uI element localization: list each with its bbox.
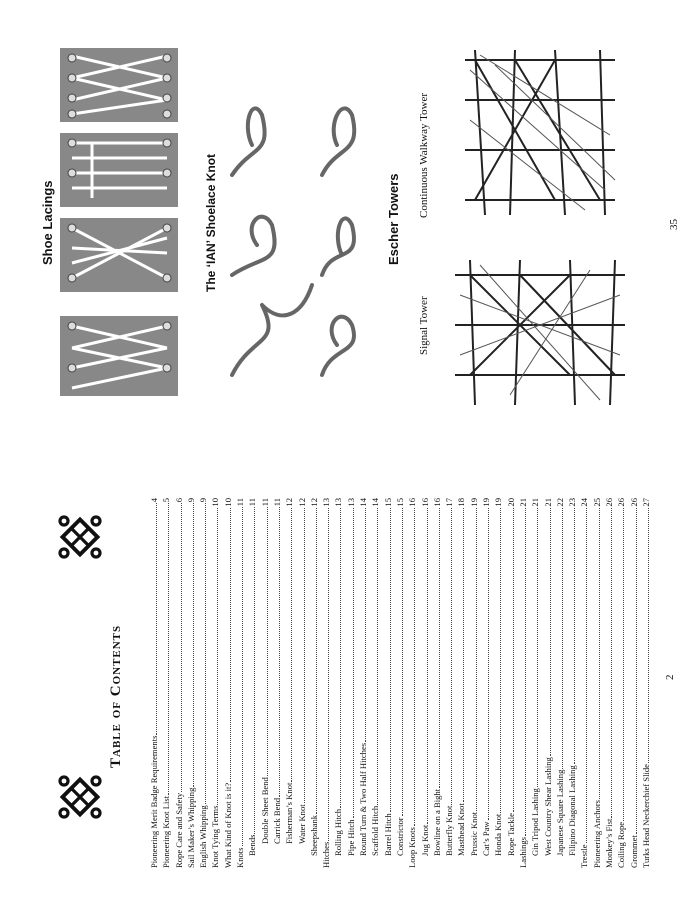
toc-entry [308, 498, 320, 868]
toc-leader-dots [205, 503, 206, 804]
toc-entry [529, 498, 541, 868]
toc-leader-dots [439, 508, 440, 788]
toc-entry [296, 498, 308, 868]
toc-entry-page: 25 [591, 498, 602, 507]
toc-entry-page: 10 [210, 498, 221, 507]
shoelace-knot-heading: The ‘IAN’ Shoelace Knot [204, 153, 218, 292]
toc-entry [578, 498, 590, 868]
toc-entry-label: West Country Shear Lashing [542, 757, 553, 856]
toc-entry [148, 498, 160, 868]
toc-leader-dots [586, 508, 587, 844]
toc-entry-label: Bowline on a Bight [431, 788, 442, 856]
toc-entry-page: 11 [271, 498, 282, 507]
toc-entry-label: Hitches [321, 841, 332, 868]
toc-entry-page: 13 [345, 498, 356, 507]
toc-leader-dots [279, 507, 280, 797]
toc-leader-dots [304, 508, 305, 804]
toc-entry [283, 498, 295, 868]
toc-entry [492, 498, 504, 868]
toc-entry [468, 498, 480, 868]
signal-tower-caption: Signal Tower [418, 296, 430, 355]
toc-entry [640, 498, 652, 868]
toc-entry-page: 11 [235, 498, 246, 507]
toc-leader-dots [599, 508, 600, 799]
toc-entry [246, 498, 258, 868]
toc-leader-dots [550, 508, 551, 757]
toc-entry-label: Cat’s Paw [481, 821, 492, 856]
toc-leader-dots [217, 508, 218, 805]
toc-entry-page: 14 [370, 498, 381, 507]
toc-entry-page: 9 [198, 498, 209, 503]
toc-entry-label: Turks Head Neckerchief Slide [640, 764, 651, 868]
toc-entry-label: Rope Care and Safety [173, 792, 184, 868]
toc-entry-label: What Kind of Knot is it? [222, 782, 233, 868]
toc-entry [222, 498, 234, 868]
toc-leader-dots [390, 508, 391, 813]
toc-leader-dots [463, 508, 464, 803]
toc-entry-page: 12 [284, 498, 295, 507]
toc-entry [443, 498, 455, 868]
toc-leader-dots [230, 508, 231, 782]
toc-entry-label: Coiling Rope [616, 821, 627, 868]
toc-entry [394, 498, 406, 868]
toc-leader-dots [340, 508, 341, 808]
toc-entry-page: 9 [185, 498, 196, 503]
toc-entry-page: 26 [603, 498, 614, 507]
toc-entry-page: 23 [567, 498, 578, 507]
walkway-tower-caption: Continuous Walkway Tower [418, 92, 430, 218]
toc-leader-dots [156, 503, 157, 734]
toc-entry-label: Sheepshank [308, 814, 319, 856]
toc-leader-dots [636, 508, 637, 834]
toc-entry [419, 498, 431, 868]
toc-entry [517, 498, 529, 868]
toc-leader-dots [291, 508, 292, 782]
toc-entry-label: Pioneering Anchors [591, 799, 602, 868]
toc-entry [505, 498, 517, 868]
toc-leader-dots [513, 508, 514, 812]
toc-entry [406, 498, 418, 868]
toc-entry [480, 498, 492, 868]
toc-entry [554, 498, 566, 868]
toc-entry-label: Water Knot [296, 804, 307, 844]
toc-leader-dots [500, 508, 501, 813]
toc-entry [345, 498, 357, 868]
toc-entry-page: 13 [333, 498, 344, 507]
toc-entry-page: 12 [296, 498, 307, 507]
toc-entry [382, 498, 394, 868]
toc-entry-page: 11 [247, 498, 258, 507]
toc-leader-dots [365, 508, 366, 742]
toc-entry-label: Pioneering Knot List [161, 795, 172, 868]
toc-entry-label: Knot Tying Terms [210, 805, 221, 868]
toc-entry [160, 498, 172, 868]
toc-leader-dots [537, 508, 538, 788]
toc-entry-page: 19 [493, 498, 504, 507]
left-page-number: 2 [664, 674, 676, 680]
toc-entry-page: 5 [161, 498, 172, 503]
toc-leader-dots [414, 508, 415, 827]
toc-entry-label: Masthead Knot [456, 803, 467, 856]
toc-leader-dots [267, 507, 268, 776]
toc-entry-page: 16 [407, 498, 418, 507]
toc-entry-page: 17 [444, 498, 455, 507]
toc-entry-page: 4 [149, 498, 159, 503]
shoe-lacings-illustration [42, 48, 192, 398]
toc-entry-label: Double Sheet Bend [259, 777, 270, 844]
toc-entry [542, 498, 554, 868]
toc-entry-label: Japanese Square Lashing [554, 769, 565, 856]
toc-entry [173, 498, 185, 868]
walkway-tower-illustration [455, 40, 625, 225]
toc-entry-page: 12 [308, 498, 319, 507]
right-page-number: 35 [668, 219, 680, 230]
toc-entry-label: Pipe Hitch [345, 819, 356, 856]
toc-entry [271, 498, 283, 868]
toc-leader-dots [451, 508, 452, 805]
toc-entry-label: Trestle [579, 844, 590, 868]
toc-entry-label: Scaffold Hitch [370, 805, 381, 856]
toc-leader-dots [427, 508, 428, 824]
toc-entry-page: 13 [321, 498, 332, 507]
toc-entry-label: Prussic Knot [468, 811, 479, 856]
toc-entry-page: 19 [481, 498, 492, 507]
toc-entry-label: Butterfly Knot [444, 805, 455, 856]
toc-entry-page: 15 [394, 498, 405, 507]
toc-leader-dots [562, 508, 563, 769]
toc-entry-page: 27 [640, 498, 651, 507]
signal-tower-illustration [450, 255, 630, 410]
toc-entry-page: 14 [358, 498, 369, 507]
toc-entry-page: 16 [431, 498, 442, 507]
toc-entry [431, 498, 443, 868]
toc-entry-label: Jug Knot [419, 824, 430, 856]
toc-leader-dots [168, 503, 169, 795]
toc-entry [603, 498, 615, 868]
table-of-contents [108, 498, 668, 868]
shoelace-knot-illustration [222, 75, 382, 405]
toc-entry-label: Loop Knots [407, 827, 418, 868]
toc-entry-page: 26 [628, 498, 639, 507]
toc-entry-label: Knots [235, 847, 246, 868]
toc-entry [357, 498, 369, 868]
toc-leader-dots [193, 503, 194, 786]
toc-leader-dots [328, 508, 329, 841]
toc-entry-label: Monkey’s Fist [603, 818, 614, 868]
toc-title: Table of Contents [108, 624, 124, 768]
toc-entry [209, 498, 221, 868]
toc-entry-label: Constrictor [394, 817, 405, 856]
toc-list [148, 498, 652, 868]
toc-entry-label: Round Turn & Two Half Hitches [358, 742, 369, 856]
toc-entry [369, 498, 381, 868]
toc-entry-page: 22 [554, 498, 565, 507]
toc-entry-page: 24 [579, 498, 590, 507]
toc-entry-label: Sail Maker’s Whipping [185, 787, 196, 868]
toc-leader-dots [525, 508, 526, 836]
escher-towers-heading: Escher Towers [386, 173, 401, 265]
toc-entry [259, 498, 271, 868]
toc-entry [332, 498, 344, 868]
toc-entry-page: 6 [173, 498, 184, 503]
toc-leader-dots [402, 508, 403, 817]
toc-entry-page: 26 [616, 498, 627, 507]
toc-entry-label: Lashings [517, 836, 528, 868]
toc-entry [615, 498, 627, 868]
toc-leader-dots [242, 507, 243, 846]
toc-leader-dots [316, 508, 317, 814]
toc-leader-dots [611, 508, 612, 818]
toc-entry-page: 21 [530, 498, 541, 507]
toc-leader-dots [623, 508, 624, 821]
toc-entry [591, 498, 603, 868]
toc-leader-dots [488, 508, 489, 821]
toc-entry [185, 498, 197, 868]
toc-entry-label: English Whipping [198, 805, 209, 868]
toc-entry [197, 498, 209, 868]
toc-entry-page: 10 [222, 498, 233, 507]
toc-entry-page: 19 [468, 498, 479, 507]
endless-knot-icon [58, 775, 102, 819]
toc-entry-page: 18 [456, 498, 467, 507]
toc-leader-dots [181, 503, 182, 792]
toc-leader-dots [648, 508, 649, 763]
toc-entry-label: Gin Tripod Lashing [530, 788, 541, 856]
toc-entry-label: Rope Tackle [505, 813, 516, 856]
toc-entry-page: 15 [382, 498, 393, 507]
shoe-lacings-heading: Shoe Lacings [40, 180, 55, 265]
toc-entry-page: 16 [419, 498, 430, 507]
toc-entry-page: 20 [505, 498, 516, 507]
toc-entry-label: Rolling Hitch [333, 808, 344, 856]
toc-leader-dots [476, 508, 477, 811]
toc-entry [320, 498, 332, 868]
toc-entry-label: Fisherman’s Knot [284, 782, 295, 844]
toc-leader-dots [574, 508, 575, 765]
toc-entry-label: Honda Knot [493, 813, 504, 856]
toc-entry-page: 11 [259, 498, 270, 507]
toc-leader-dots [254, 507, 255, 833]
toc-entry-label: Bends [247, 834, 258, 856]
toc-entry-page: 21 [542, 498, 553, 507]
toc-entry [455, 498, 467, 868]
toc-entry [566, 498, 578, 868]
toc-entry [628, 498, 640, 868]
toc-entry-label: Filipino Diagonal Lashing [567, 765, 578, 856]
toc-leader-dots [353, 508, 354, 819]
toc-entry-label: Pioneering Merit Badge Requirements [149, 735, 159, 868]
toc-entry-label: Carrick Bend [271, 797, 282, 844]
toc-entry-label: Grommet [628, 835, 639, 868]
toc-entry [234, 498, 246, 868]
endless-knot-icon [58, 515, 102, 559]
toc-entry-label: Barrel Hitch [382, 813, 393, 856]
toc-entry-page: 21 [517, 498, 528, 507]
toc-leader-dots [377, 508, 378, 805]
